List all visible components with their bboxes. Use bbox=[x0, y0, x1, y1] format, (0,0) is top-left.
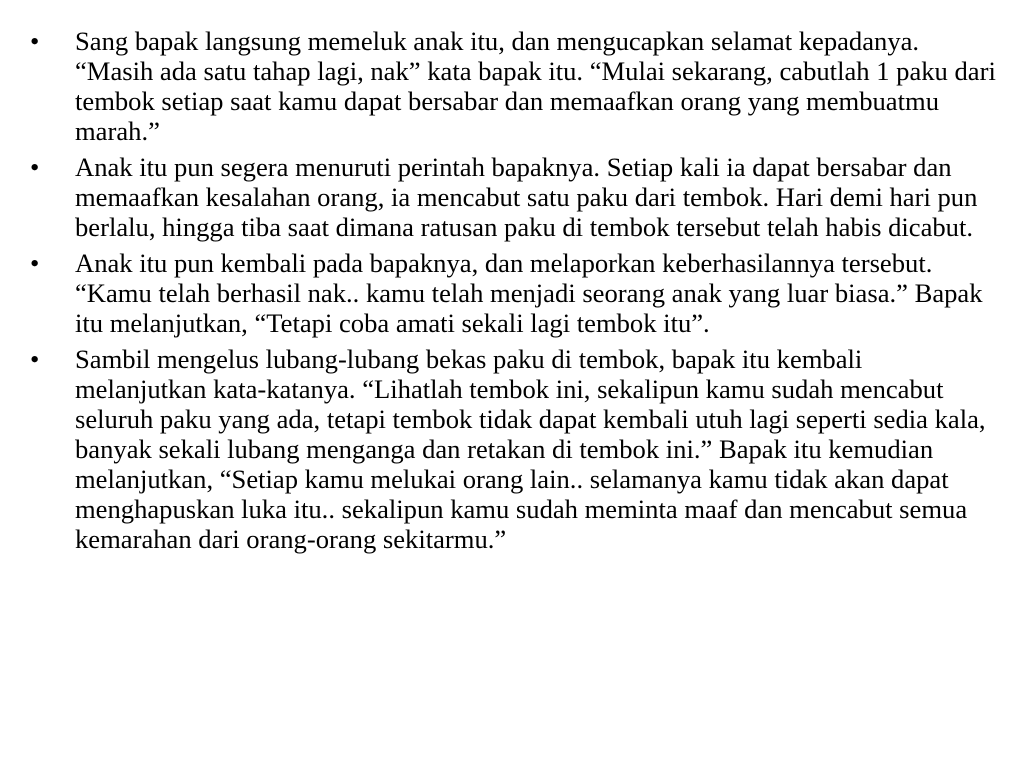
bullet-icon: • bbox=[30, 248, 40, 278]
bullet-item bbox=[30, 344, 996, 554]
bullet-text: Anak itu pun kembali pada bapaknya, dan melaporkan keberhasilannya tersebut. “Kamu telah berhasil nak.. kamu telah menjadi seorang anak yang luar biasa.” Bapak itu melanjutkan, “Tetapi coba amati sekali lagi tembok itu”. bbox=[75, 248, 983, 338]
bullet-icon: • bbox=[30, 344, 40, 374]
bullet-item bbox=[30, 152, 996, 242]
bullet-text: Sang bapak langsung memeluk anak itu, dan mengucapkan selamat kepadanya. “Masih ada satu tahap lagi, nak” kata bapak itu. “Mulai sekarang, cabutlah 1 paku dari tembok setiap saat kamu dapat bersabar dan memaafkan orang yang membuatmu marah.” bbox=[75, 26, 996, 146]
bullet-icon: • bbox=[30, 26, 40, 56]
bullet-item bbox=[30, 26, 996, 146]
bullet-list bbox=[30, 26, 996, 560]
bullet-item bbox=[30, 248, 996, 338]
bullet-icon: • bbox=[30, 152, 40, 182]
bullet-text: Sambil mengelus lubang-lubang bekas paku di tembok, bapak itu kembali melanjutkan kata-katanya. “Lihatlah tembok ini, sekalipun kamu sudah mencabut seluruh paku yang ada, tetapi tembok tidak dapat kembali utuh lagi seperti sedia kala, banyak sekali lubang menganga dan retakan di tembok ini.” Bapak itu kemudian melanjutkan, “Setiap kamu melukai orang lain.. selamanya kamu tidak akan dapat menghapuskan luka itu.. sekalipun kamu sudah meminta maaf dan mencabut semua kemarahan dari orang-orang sekitarmu.” bbox=[75, 344, 986, 554]
bullet-text: Anak itu pun segera menuruti perintah bapaknya. Setiap kali ia dapat bersabar dan memaafkan kesalahan orang, ia mencabut satu paku dari tembok. Hari demi hari pun berlalu, hingga tiba saat dimana ratusan paku di tembok tersebut telah habis dicabut. bbox=[75, 152, 978, 242]
